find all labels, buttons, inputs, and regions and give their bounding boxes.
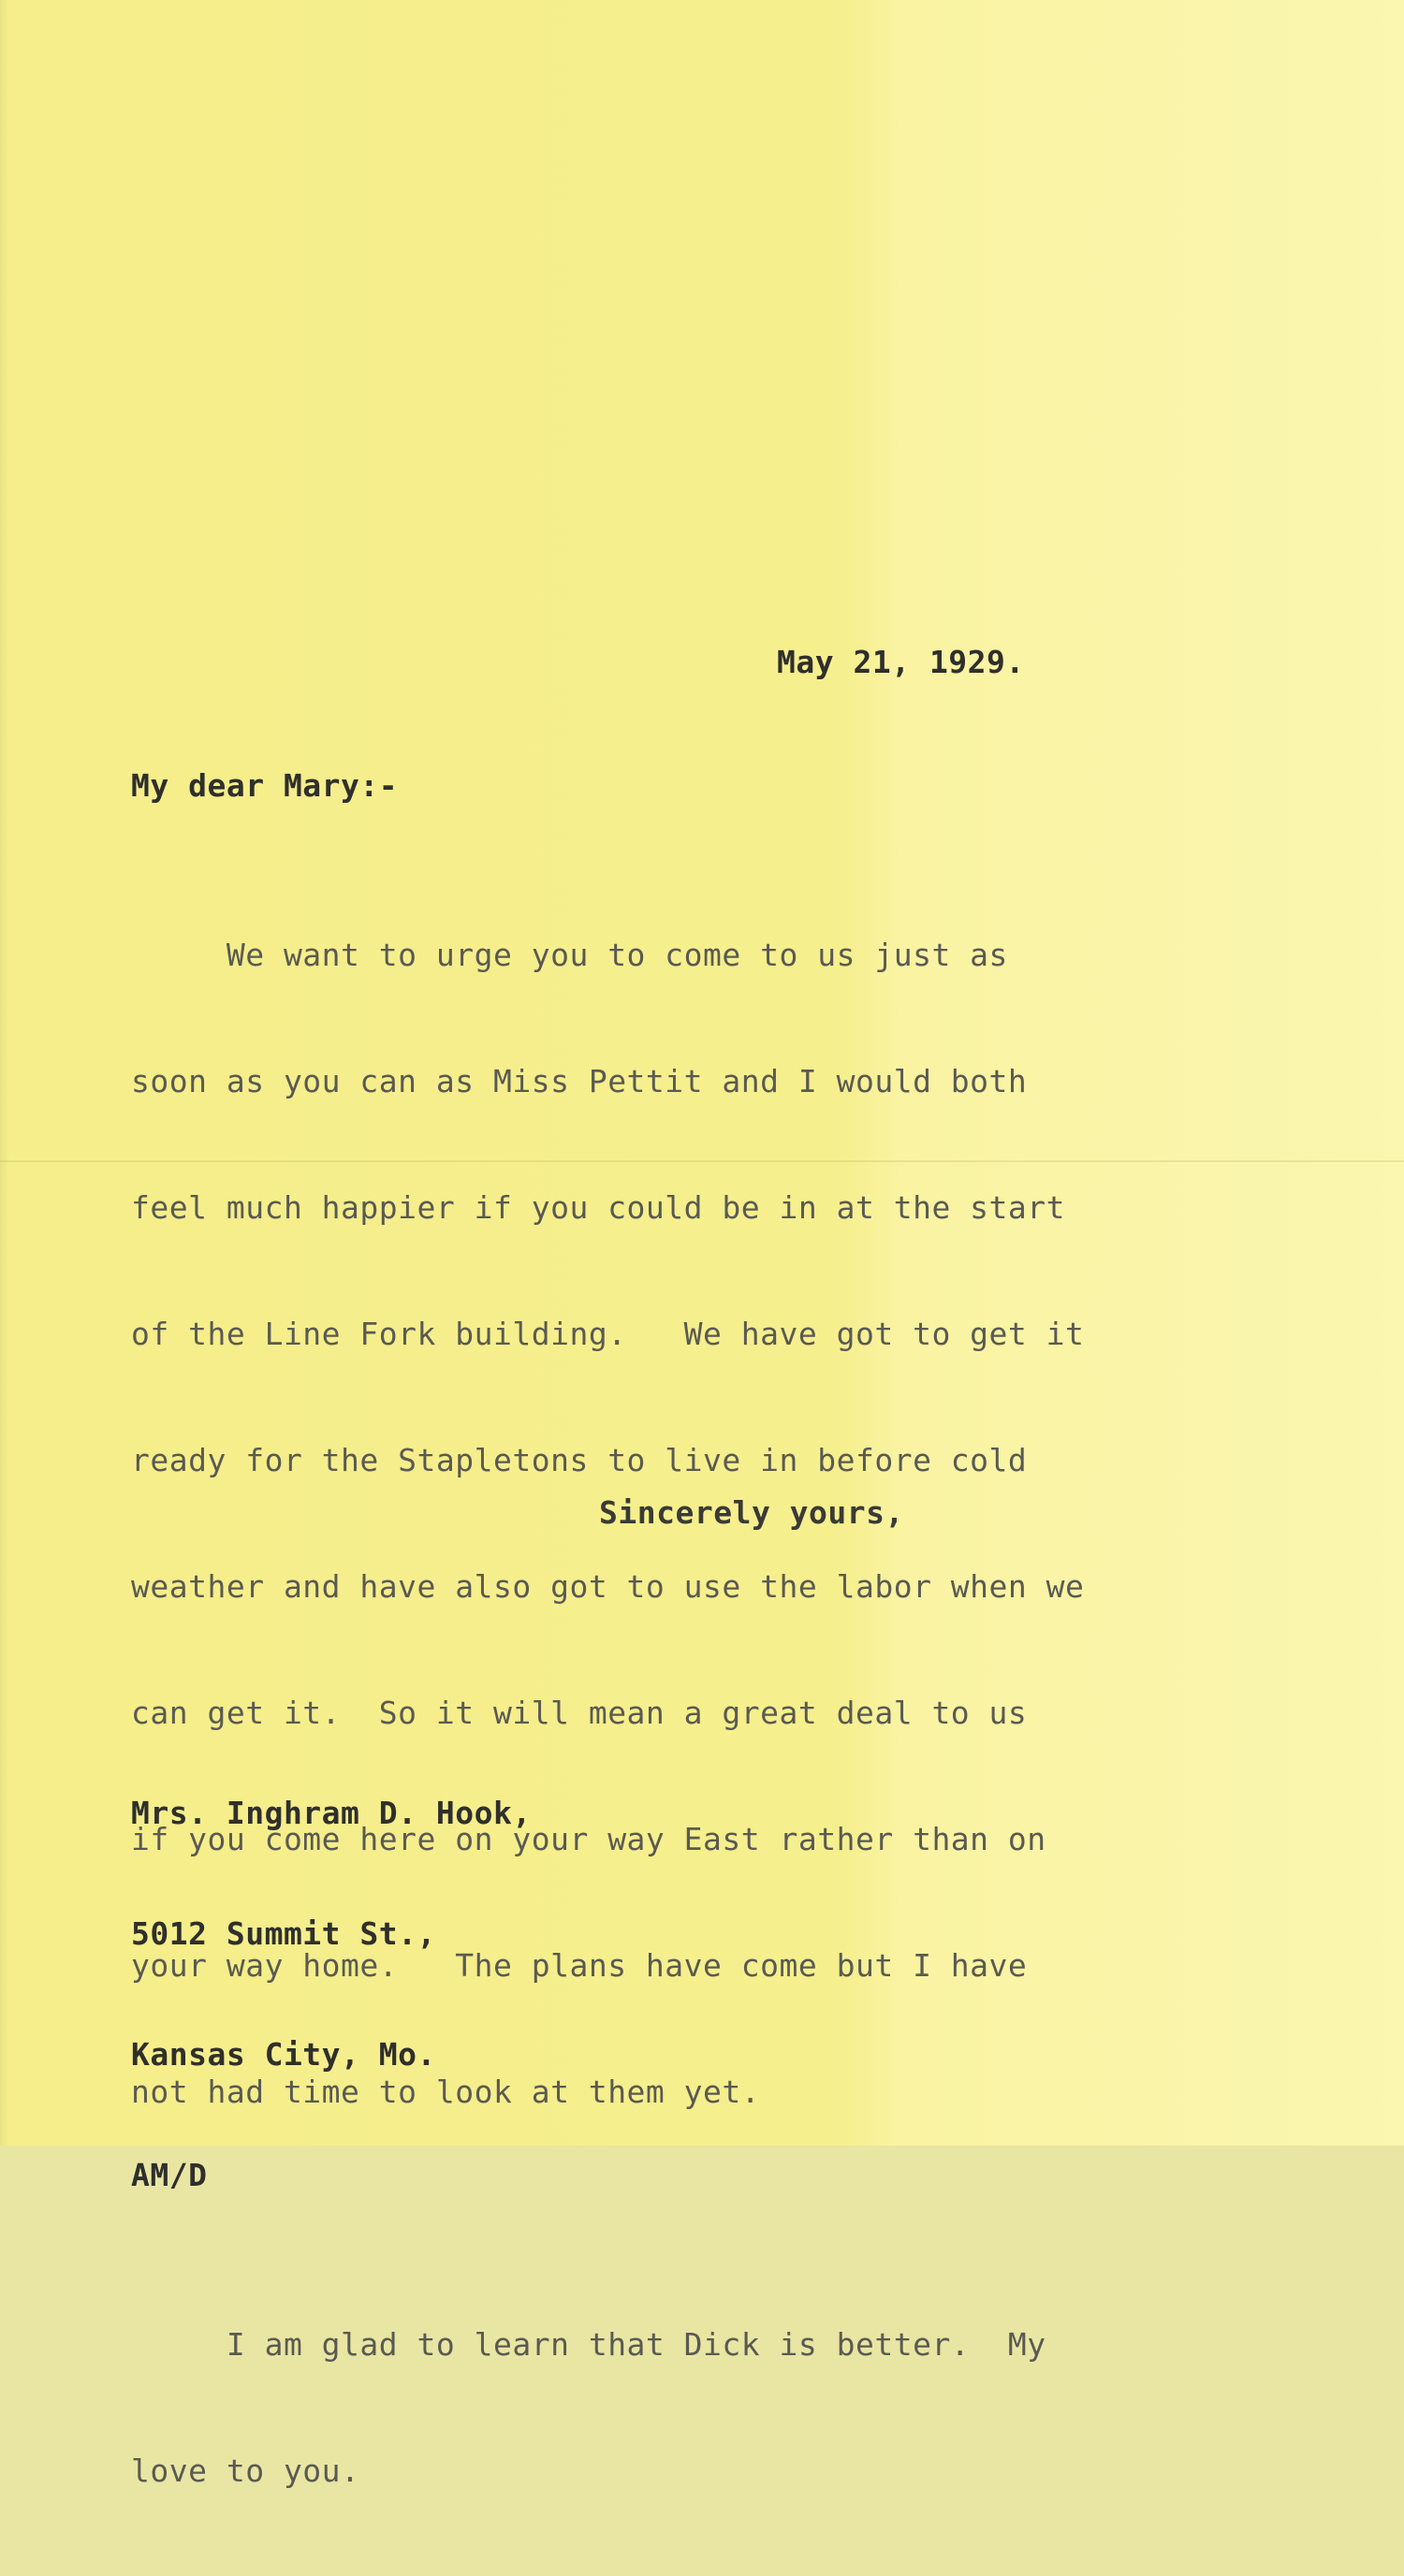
body-line: love to you. [131,2452,360,2489]
body-line: of the Line Fork building. We have got to get it [131,1316,1085,1352]
body-line: can get it. So it will mean a great deal to us [131,1695,1028,1731]
letter-salutation: My dear Mary:- [131,767,399,804]
letter-date: May 21, 1929. [777,644,1025,680]
address-line: Mrs. Inghram D. Hook, [131,1795,532,1831]
body-line: soon as you can as Miss Pettit and I would both [131,1063,1028,1099]
body-line: We want to urge you to come to us just as [131,937,1008,973]
body-line: ready for the Stapletons to live in before cold [131,1442,1028,1478]
letter-closing: Sincerely yours, [599,1494,904,1531]
body-line: your way home. The plans have come but I have [131,1947,1028,1984]
recipient-address [131,1712,532,2276]
body-line: not had time to look at them yet. [131,2074,761,2110]
address-line: Kansas City, Mo. [131,2036,436,2073]
body-line: weather and have also got to use the labor when we [131,1568,1085,1605]
typist-initials: AM/D [131,2157,208,2193]
body-line: if you come here on your way East rather than on [131,1821,1046,1857]
body-line: I am glad to learn that Dick is better. My [131,2326,1046,2363]
address-line: 5012 Summit St., [131,1915,436,1952]
body-line: feel much happier if you could be in at the start [131,1189,1066,1226]
